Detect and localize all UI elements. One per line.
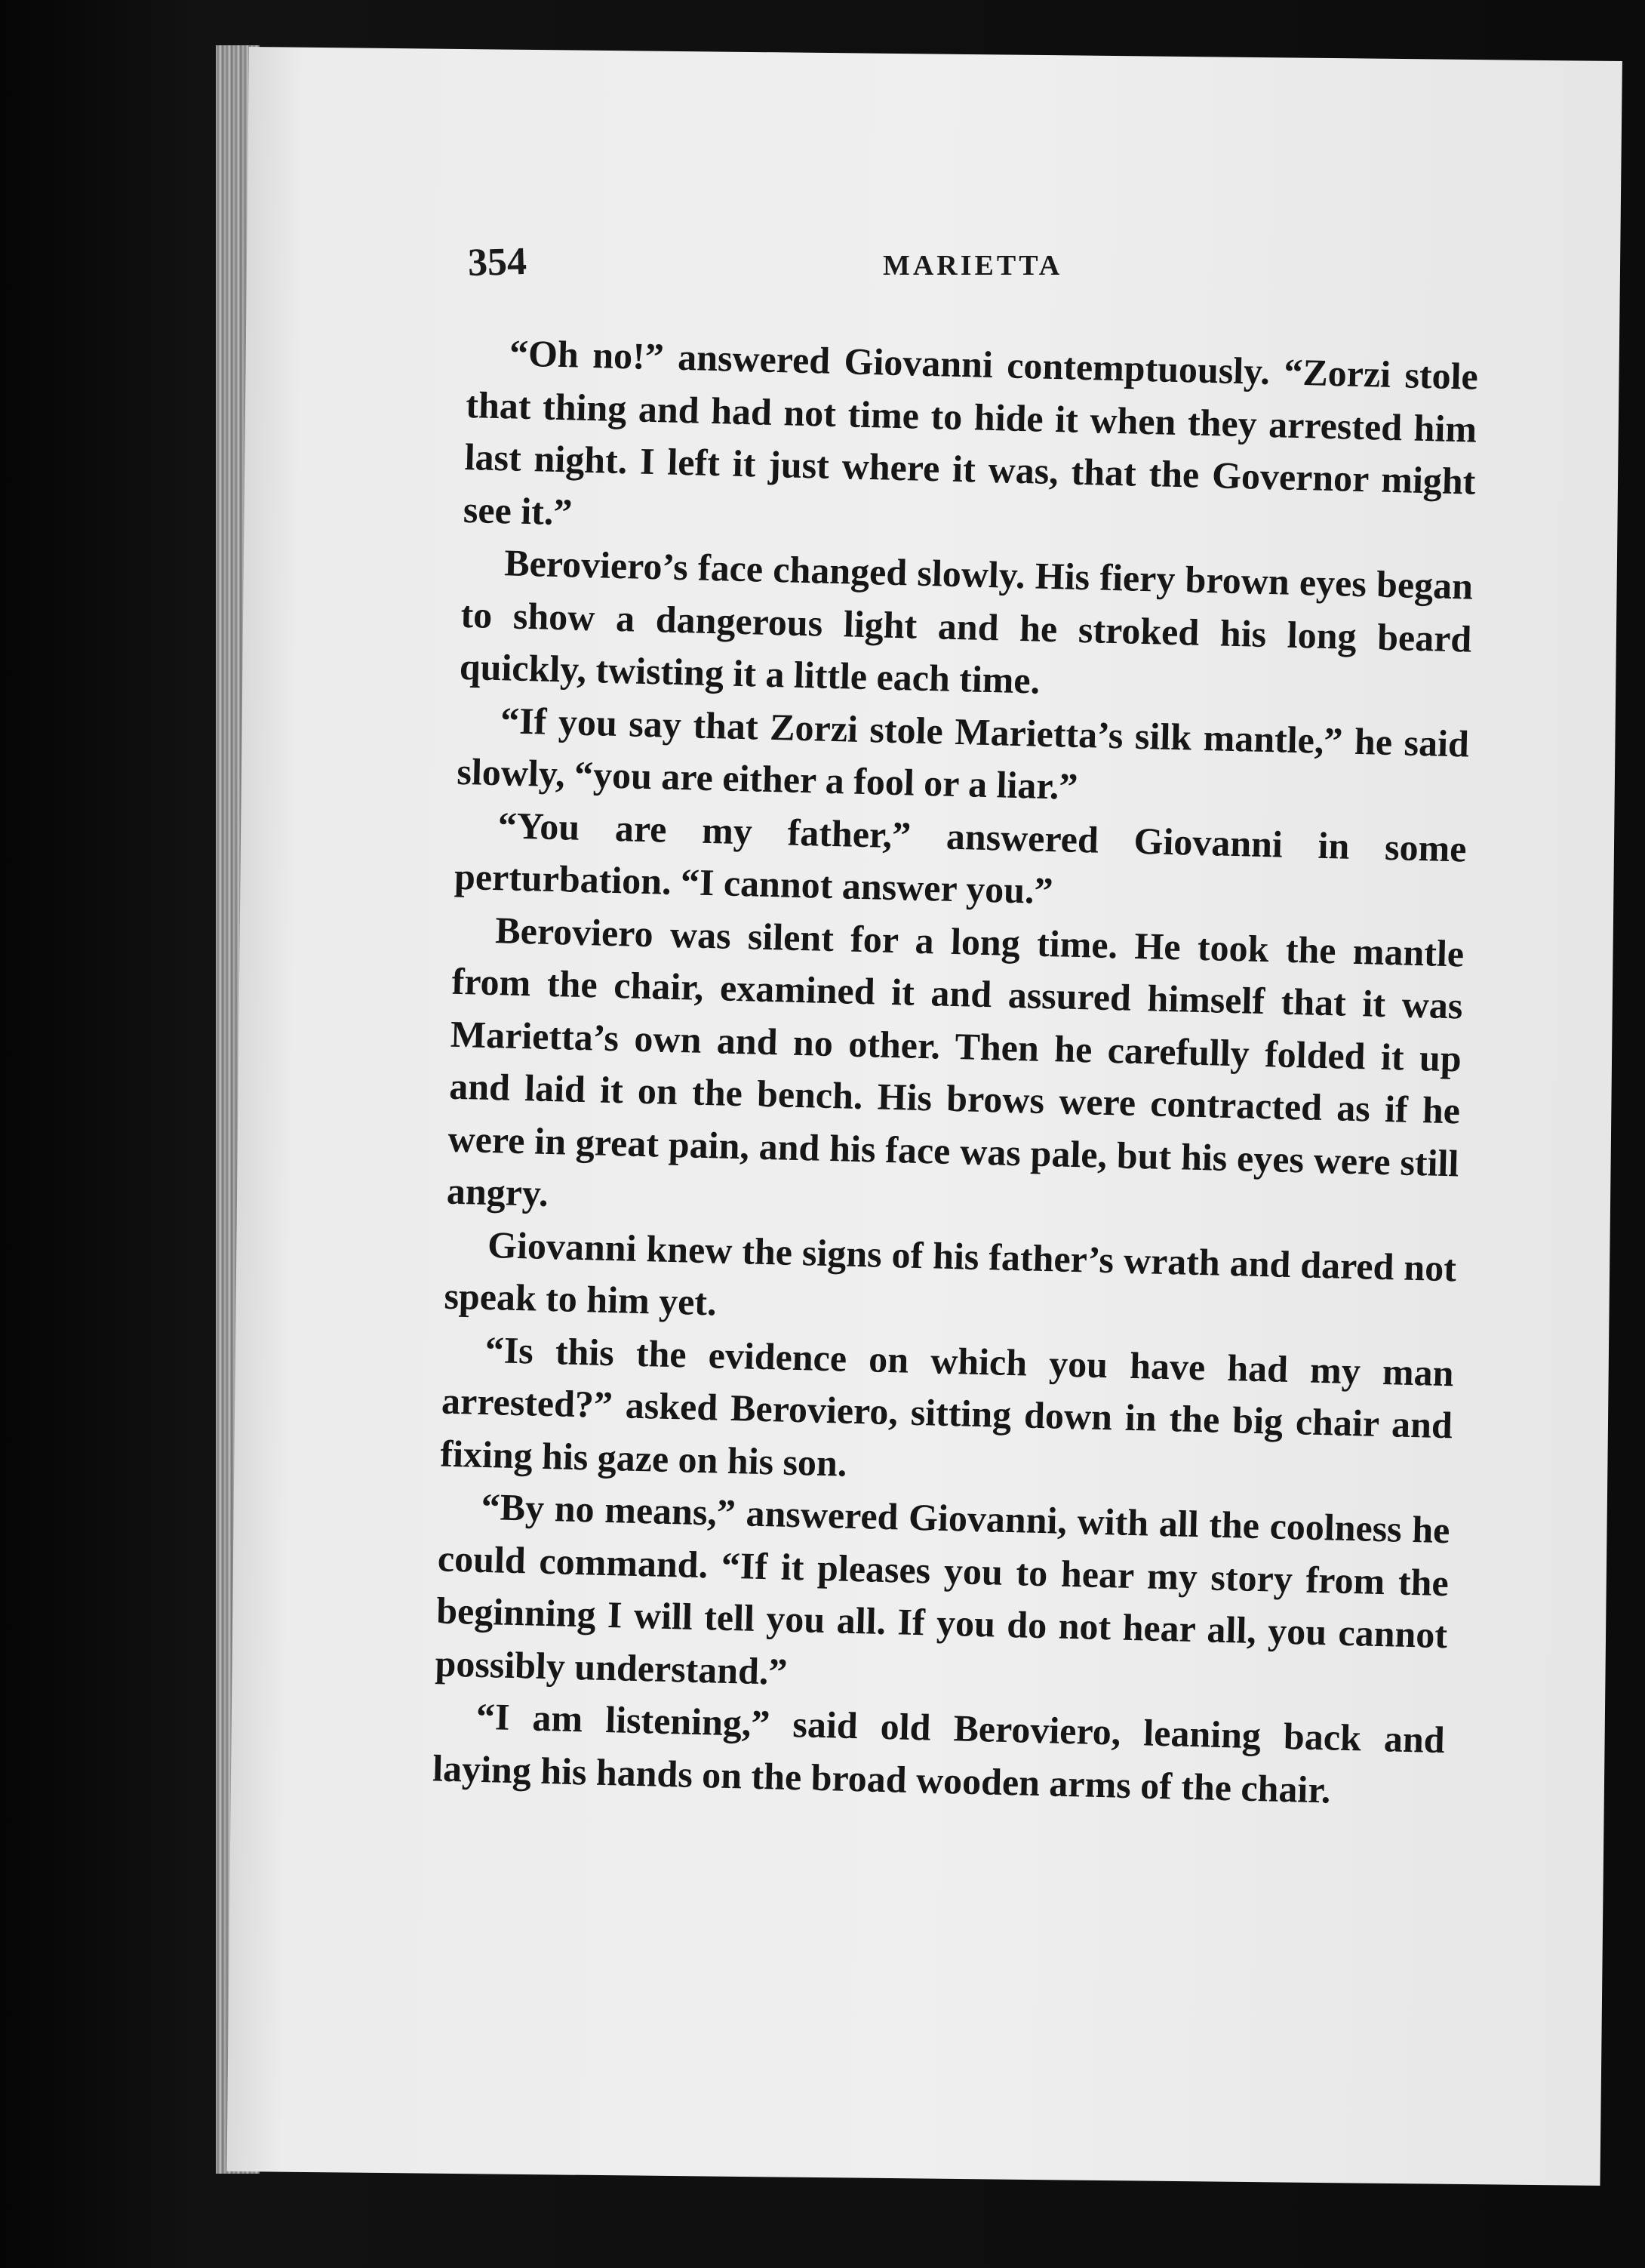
paragraph-6: Giovanni knew the signs of his father’s wrath and dared not speak to him yet.	[443, 1223, 1457, 1324]
page-header	[468, 240, 1449, 293]
paragraph-9: “I am listening,” said old Beroviero, leaning back and laying his hands on the broad wooden arms of the chair.	[432, 1694, 1446, 1811]
page-number: 354	[467, 239, 527, 285]
paragraph-1: “Oh no!” answered Giovanni contemptuously. “Zorzi stole that thing and had not time to hide it when they arrested him last night. I left it just where it was, that the Governor might see it.”	[463, 331, 1479, 533]
paragraph-5: Beroviero was silent for a long time. He took the mantle from the chair, examined it and assured himself that it was Marietta’s own and no other. Then he carefully folded it up and laid it on the bench. His brows were contracted as if he were in great pain, and his face was pale, but his eyes were still angry.	[446, 908, 1465, 1214]
paragraph-4: “You are my father,” answered Giovanni in some perturbation. “I cannot answer you.”	[454, 803, 1468, 912]
paragraph-2: Beroviero’s face changed slowly. His fiery brown eyes began to show a dangerous light and he stroked his long beard quickly, twisting it a little each time.	[459, 541, 1474, 702]
body-text	[432, 326, 1478, 1819]
paragraph-8: “By no means,” answered Giovanni, with all the coolness he could command. “If it pleases you to hear my story from the beginning I will tell you all. If you do not hear all, you cannot possibly understand.”	[435, 1485, 1451, 1693]
paragraph-3: “If you say that Zorzi stole Marietta’s silk mantle,” he said slowly, “you are either a fool or a liar.”	[456, 698, 1470, 808]
paragraph-7: “Is this the evidence on which you have had my man arrested?” asked Beroviero, sitting down in the big chair and fixing his gaze on his son.	[439, 1328, 1455, 1485]
running-title: MARIETTA	[883, 250, 1063, 282]
